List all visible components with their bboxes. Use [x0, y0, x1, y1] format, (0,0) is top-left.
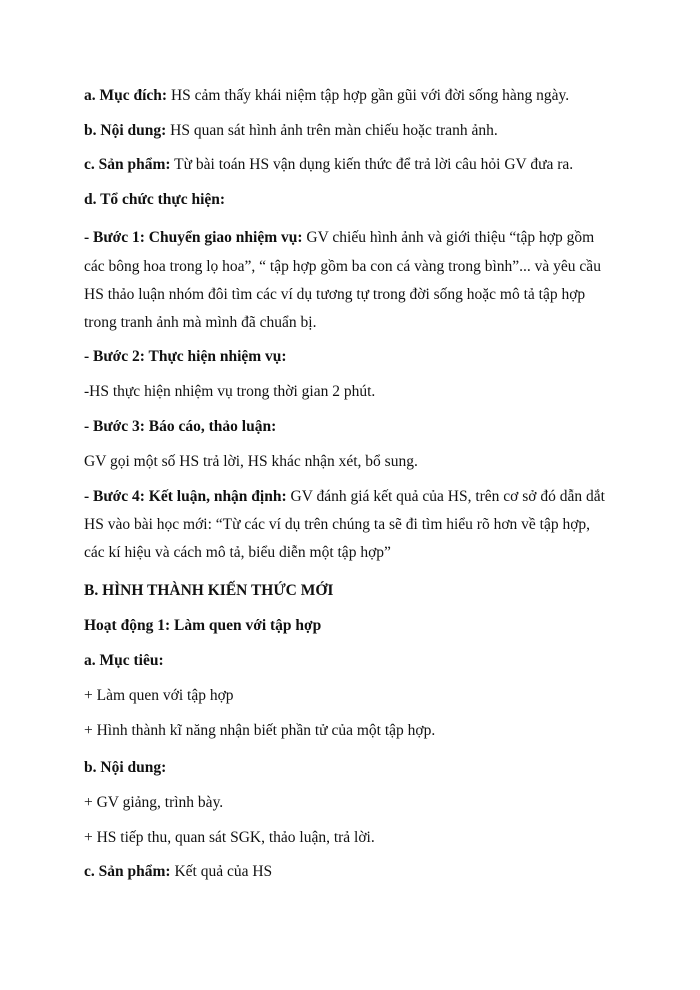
line-bullet [84, 828, 624, 848]
label-bold: a. Mục tiêu: [84, 652, 164, 669]
line-text: -HS thực hiện nhiệm vụ trong thời gian 2 phút. [84, 383, 376, 400]
line-buoc-3 [84, 417, 624, 437]
label-bold: c. Sản phẩm: [84, 863, 171, 880]
line-bullet [84, 721, 624, 741]
line-text: HS quan sát hình ảnh trên màn chiếu hoặc tranh ảnh. [166, 122, 498, 139]
label-bold: b. Nội dung: [84, 122, 167, 139]
activity-heading [84, 616, 624, 636]
line-text: + HS tiếp thu, quan sát SGK, thảo luận, trả lời. [84, 829, 375, 846]
line-buoc-2-text [84, 382, 624, 402]
line-san-pham [84, 155, 624, 175]
line-buoc-1-cont [84, 257, 624, 277]
line-text: HS vào bài học mới: “Từ các ví dụ trên chúng ta sẽ đi tìm hiểu rõ hơn về tập hợp, [84, 516, 591, 533]
line-buoc-1-cont [84, 313, 624, 333]
line-buoc-4 [84, 487, 624, 507]
line-text: + GV giảng, trình bày. [84, 794, 224, 811]
line-text: các bông hoa trong lọ hoa”, “ tập hợp gồm ba con cá vàng trong bình”... và yêu cầu [84, 258, 601, 275]
line-noi-dung-2 [84, 758, 624, 778]
line-buoc-1-cont [84, 285, 624, 305]
line-noi-dung [84, 121, 624, 141]
line-text: trong tranh ảnh mà mình đã chuẩn bị. [84, 314, 317, 331]
line-text: GV gọi một số HS trả lời, HS khác nhận xét, bổ sung. [84, 453, 418, 470]
line-buoc-3-text [84, 452, 624, 472]
line-to-chuc [84, 190, 624, 210]
line-text: GV chiếu hình ảnh và giới thiệu “tập hợp gồm [302, 229, 595, 246]
line-text: HS thảo luận nhóm đôi tìm các ví dụ tương tự trong đời sống hoặc mô tả tập hợp [84, 286, 586, 303]
line-text: + Hình thành kĩ năng nhận biết phần tử của một tập hợp. [84, 722, 436, 739]
line-bullet [84, 686, 624, 706]
label-bold: - Bước 3: Báo cáo, thảo luận: [84, 418, 277, 435]
line-text: HS cảm thấy khái niệm tập hợp gần gũi với đời sống hàng ngày. [167, 87, 570, 104]
line-text: các kí hiệu và cách mô tả, biểu diễn một tập hợp” [84, 544, 391, 561]
line-buoc-2 [84, 347, 624, 367]
line-bullet [84, 793, 624, 813]
label-bold: b. Nội dung: [84, 759, 167, 776]
line-text: Từ bài toán HS vận dụng kiến thức để trả lời câu hỏi GV đưa ra. [170, 156, 574, 173]
label-bold: - Bước 1: Chuyển giao nhiệm vụ: [84, 229, 303, 246]
line-text: Kết quả của HS [170, 863, 273, 880]
line-muc-tieu [84, 651, 624, 671]
label-bold: - Bước 2: Thực hiện nhiệm vụ: [84, 348, 287, 365]
label-bold: d. Tổ chức thực hiện: [84, 191, 226, 208]
label-bold: Hoạt động 1: Làm quen với tập hợp [84, 617, 322, 634]
line-text: GV đánh giá kết quả của HS, trên cơ sở đó dẫn dắt [286, 488, 605, 505]
line-muc-dich [84, 86, 624, 106]
label-bold: a. Mục đích: [84, 87, 168, 104]
line-buoc-4-cont [84, 515, 624, 535]
line-san-pham-2 [84, 862, 624, 882]
label-bold: c. Sản phẩm: [84, 156, 171, 173]
line-text: + Làm quen với tập hợp [84, 687, 234, 704]
label-bold: B. HÌNH THÀNH KIẾN THỨC MỚI [84, 582, 334, 599]
line-buoc-1 [84, 228, 624, 248]
section-heading [84, 581, 624, 601]
label-bold: - Bước 4: Kết luận, nhận định: [84, 488, 287, 505]
line-buoc-4-cont [84, 543, 624, 563]
